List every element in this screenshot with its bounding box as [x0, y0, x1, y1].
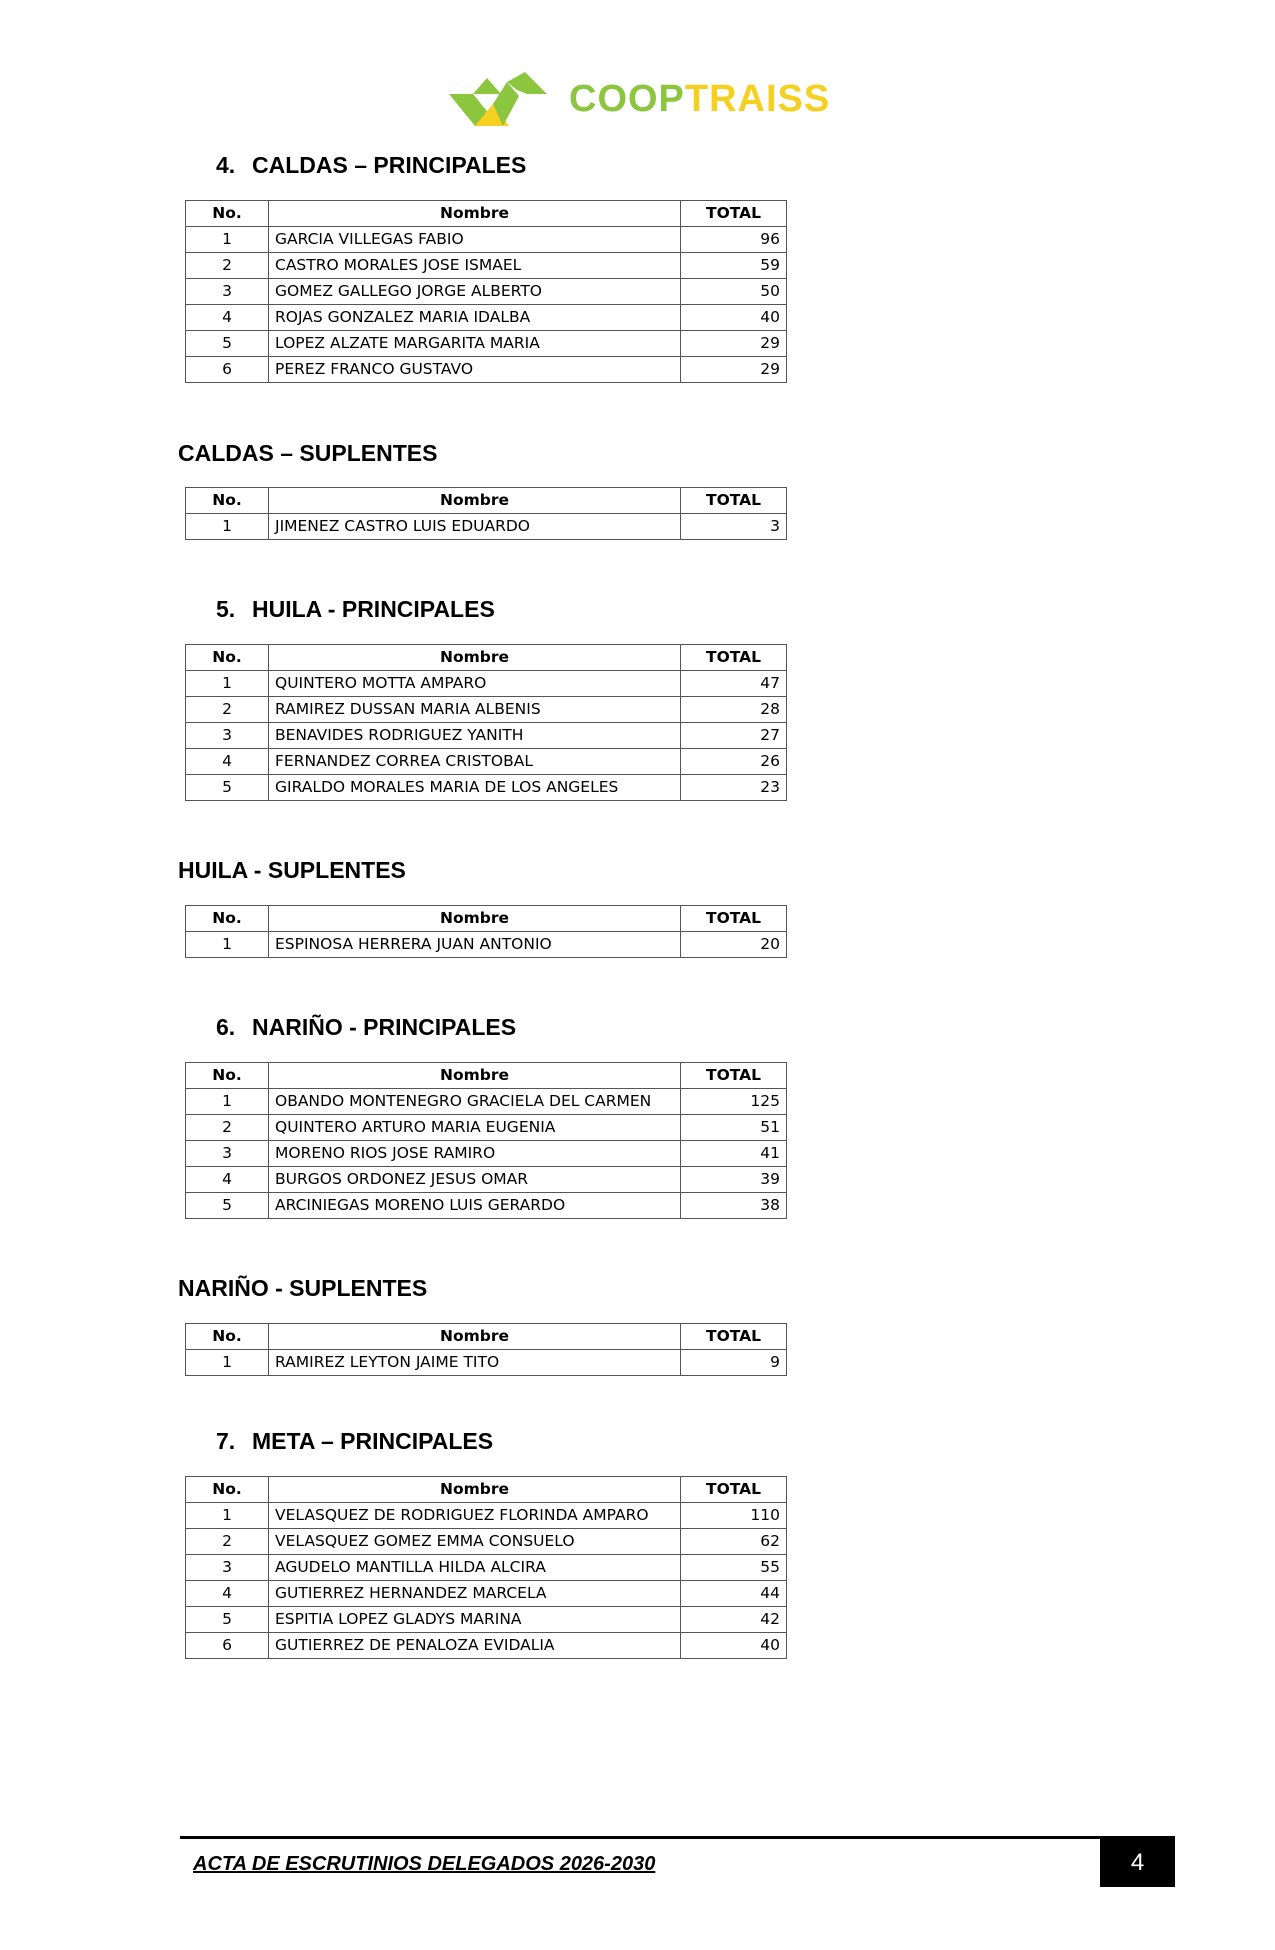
section-number: 7.: [216, 1428, 236, 1454]
candidate-name: VELASQUEZ DE RODRIGUEZ FLORINDA AMPARO: [269, 1503, 681, 1529]
candidate-name: ESPINOSA HERRERA JUAN ANTONIO: [269, 932, 681, 958]
footer-divider: [180, 1836, 1100, 1839]
row-number: 1: [186, 514, 269, 540]
row-number: 2: [186, 697, 269, 723]
table-row: [186, 1555, 787, 1581]
vote-total: 59: [681, 253, 787, 279]
results-table-caldas-p: [185, 200, 787, 383]
candidate-name: JIMENEZ CASTRO LUIS EDUARDO: [269, 514, 681, 540]
vote-total: 47: [681, 671, 787, 697]
table-row: [186, 697, 787, 723]
col-header-name: Nombre: [269, 906, 681, 932]
candidate-name: QUINTERO ARTURO MARIA EUGENIA: [269, 1115, 681, 1141]
candidate-name: GUTIERREZ HERNANDEZ MARCELA: [269, 1581, 681, 1607]
row-number: 2: [186, 1115, 269, 1141]
col-header-name: Nombre: [269, 201, 681, 227]
col-header-total: TOTAL: [681, 906, 787, 932]
table-header-row: [186, 1477, 787, 1503]
row-number: 1: [186, 227, 269, 253]
vote-total: 29: [681, 331, 787, 357]
table-row: [186, 1115, 787, 1141]
results-table-caldas-s: [185, 487, 787, 540]
col-header-name: Nombre: [269, 645, 681, 671]
col-header-no: No.: [186, 201, 269, 227]
section-title: NARIÑO - PRINCIPALES: [252, 1014, 517, 1040]
section-title: CALDAS – PRINCIPALES: [252, 152, 527, 178]
candidate-name: QUINTERO MOTTA AMPARO: [269, 671, 681, 697]
candidate-name: FERNANDEZ CORREA CRISTOBAL: [269, 749, 681, 775]
results-table-narino-s: [185, 1323, 787, 1376]
col-header-total: TOTAL: [681, 1063, 787, 1089]
col-header-no: No.: [186, 1063, 269, 1089]
row-number: 4: [186, 1167, 269, 1193]
col-header-no: No.: [186, 1477, 269, 1503]
table-row: [186, 723, 787, 749]
table-row: [186, 331, 787, 357]
section-number: 5.: [216, 596, 236, 622]
row-number: 6: [186, 1633, 269, 1659]
col-header-total: TOTAL: [681, 201, 787, 227]
table-row: [186, 1503, 787, 1529]
vote-total: 50: [681, 279, 787, 305]
row-number: 1: [186, 1350, 269, 1376]
section-title: CALDAS – SUPLENTES: [178, 440, 438, 466]
results-table-narino-p: [185, 1062, 787, 1219]
vote-total: 28: [681, 697, 787, 723]
vote-total: 40: [681, 305, 787, 331]
section-number: 6.: [216, 1014, 236, 1040]
vote-total: 29: [681, 357, 787, 383]
vote-total: 51: [681, 1115, 787, 1141]
vote-total: 23: [681, 775, 787, 801]
table-header-row: [186, 906, 787, 932]
table-header-row: [186, 488, 787, 514]
section-heading-huila-p: [216, 596, 495, 623]
page-number: 4: [1100, 1836, 1175, 1887]
candidate-name: RAMIREZ DUSSAN MARIA ALBENIS: [269, 697, 681, 723]
logo-mark-icon: [447, 72, 557, 130]
col-header-no: No.: [186, 1324, 269, 1350]
table-row: [186, 1350, 787, 1376]
section-heading-caldas-p: [216, 152, 526, 179]
row-number: 3: [186, 723, 269, 749]
candidate-name: GUTIERREZ DE PENALOZA EVIDALIA: [269, 1633, 681, 1659]
table-row: [186, 1529, 787, 1555]
vote-total: 110: [681, 1503, 787, 1529]
table-row: [186, 357, 787, 383]
row-number: 5: [186, 331, 269, 357]
candidate-name: GOMEZ GALLEGO JORGE ALBERTO: [269, 279, 681, 305]
candidate-name: VELASQUEZ GOMEZ EMMA CONSUELO: [269, 1529, 681, 1555]
vote-total: 96: [681, 227, 787, 253]
section-title: META – PRINCIPALES: [252, 1428, 494, 1454]
vote-total: 39: [681, 1167, 787, 1193]
candidate-name: GIRALDO MORALES MARIA DE LOS ANGELES: [269, 775, 681, 801]
coop-logo: [447, 72, 831, 130]
table-header-row: [186, 1063, 787, 1089]
table-row: [186, 1167, 787, 1193]
vote-total: 9: [681, 1350, 787, 1376]
section-heading-meta-p: [216, 1428, 493, 1455]
table-row: [186, 671, 787, 697]
table-row: [186, 1581, 787, 1607]
vote-total: 38: [681, 1193, 787, 1219]
section-heading-huila-s: [178, 857, 406, 884]
row-number: 1: [186, 671, 269, 697]
vote-total: 62: [681, 1529, 787, 1555]
section-title: HUILA - SUPLENTES: [178, 857, 406, 883]
candidate-name: CASTRO MORALES JOSE ISMAEL: [269, 253, 681, 279]
row-number: 5: [186, 775, 269, 801]
vote-total: 44: [681, 1581, 787, 1607]
footer-title: ACTA DE ESCRUTINIOS DELEGADOS 2026-2030: [193, 1853, 656, 1875]
table-row: [186, 253, 787, 279]
row-number: 6: [186, 357, 269, 383]
candidate-name: GARCIA VILLEGAS FABIO: [269, 227, 681, 253]
table-row: [186, 932, 787, 958]
results-table-huila-s: [185, 905, 787, 958]
row-number: 5: [186, 1193, 269, 1219]
table-header-row: [186, 201, 787, 227]
table-row: [186, 227, 787, 253]
col-header-total: TOTAL: [681, 645, 787, 671]
table-row: [186, 1141, 787, 1167]
candidate-name: LOPEZ ALZATE MARGARITA MARIA: [269, 331, 681, 357]
table-header-row: [186, 645, 787, 671]
col-header-no: No.: [186, 906, 269, 932]
col-header-no: No.: [186, 488, 269, 514]
row-number: 4: [186, 305, 269, 331]
table-row: [186, 1633, 787, 1659]
vote-total: 125: [681, 1089, 787, 1115]
vote-total: 27: [681, 723, 787, 749]
vote-total: 55: [681, 1555, 787, 1581]
candidate-name: PEREZ FRANCO GUSTAVO: [269, 357, 681, 383]
logo-text: COOPTRAISS: [569, 78, 831, 120]
results-table-huila-p: [185, 644, 787, 801]
candidate-name: ESPITIA LOPEZ GLADYS MARINA: [269, 1607, 681, 1633]
table-row: [186, 1607, 787, 1633]
table-header-row: [186, 1324, 787, 1350]
section-heading-narino-p: [216, 1014, 516, 1041]
candidate-name: RAMIREZ LEYTON JAIME TITO: [269, 1350, 681, 1376]
candidate-name: BENAVIDES RODRIGUEZ YANITH: [269, 723, 681, 749]
col-header-name: Nombre: [269, 1063, 681, 1089]
row-number: 4: [186, 749, 269, 775]
candidate-name: AGUDELO MANTILLA HILDA ALCIRA: [269, 1555, 681, 1581]
row-number: 3: [186, 1555, 269, 1581]
row-number: 5: [186, 1607, 269, 1633]
row-number: 1: [186, 1089, 269, 1115]
col-header-total: TOTAL: [681, 488, 787, 514]
table-row: [186, 1089, 787, 1115]
col-header-name: Nombre: [269, 488, 681, 514]
candidate-name: ARCINIEGAS MORENO LUIS GERARDO: [269, 1193, 681, 1219]
candidate-name: ROJAS GONZALEZ MARIA IDALBA: [269, 305, 681, 331]
section-heading-narino-s: [178, 1275, 427, 1302]
vote-total: 40: [681, 1633, 787, 1659]
candidate-name: BURGOS ORDONEZ JESUS OMAR: [269, 1167, 681, 1193]
vote-total: 3: [681, 514, 787, 540]
vote-total: 20: [681, 932, 787, 958]
row-number: 4: [186, 1581, 269, 1607]
row-number: 1: [186, 932, 269, 958]
table-row: [186, 1193, 787, 1219]
vote-total: 41: [681, 1141, 787, 1167]
vote-total: 26: [681, 749, 787, 775]
candidate-name: OBANDO MONTENEGRO GRACIELA DEL CARMEN: [269, 1089, 681, 1115]
section-title: HUILA - PRINCIPALES: [252, 596, 495, 622]
table-row: [186, 279, 787, 305]
table-row: [186, 775, 787, 801]
table-row: [186, 305, 787, 331]
section-title: NARIÑO - SUPLENTES: [178, 1275, 428, 1301]
row-number: 3: [186, 1141, 269, 1167]
col-header-no: No.: [186, 645, 269, 671]
table-row: [186, 749, 787, 775]
section-heading-caldas-s: [178, 440, 437, 467]
candidate-name: MORENO RIOS JOSE RAMIRO: [269, 1141, 681, 1167]
row-number: 1: [186, 1503, 269, 1529]
vote-total: 42: [681, 1607, 787, 1633]
row-number: 2: [186, 253, 269, 279]
results-table-meta-p: [185, 1476, 787, 1659]
col-header-name: Nombre: [269, 1477, 681, 1503]
row-number: 3: [186, 279, 269, 305]
section-number: 4.: [216, 152, 236, 178]
col-header-name: Nombre: [269, 1324, 681, 1350]
col-header-total: TOTAL: [681, 1477, 787, 1503]
col-header-total: TOTAL: [681, 1324, 787, 1350]
table-row: [186, 514, 787, 540]
row-number: 2: [186, 1529, 269, 1555]
